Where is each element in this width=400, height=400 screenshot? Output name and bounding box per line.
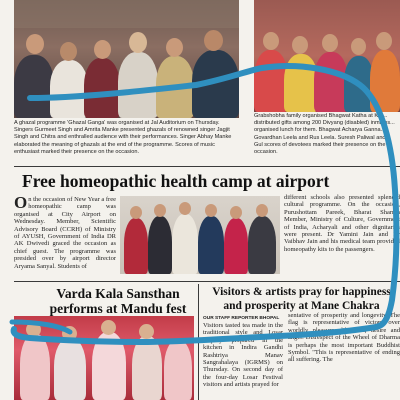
camp-body-text-1: n the occasion of New Year a free homeopathic camp was organised at City Airport on Wednesday. Member, Scientific Advisory Board (CCRH) of Ministry of AYUSH, Government of India DR AK Dwivedi graced the occasion as chief guest. The programme was presided over by airport director Aryama Sanyal. Students of <box>14 196 116 270</box>
camp-headline: Free homeopathic health camp at airport <box>22 171 330 191</box>
camp-body-column-1 <box>14 196 116 278</box>
visitors-body-column-2: sentative of prosperity and longevity. The flag is representative of victory over worldly pleasures like lust, desire and anger. Disrespect of the Wheel of Dharma is perhaps the most important Buddhist Symbol. "This is representative of ending all suffering. The <box>288 312 400 364</box>
section-divider-2 <box>14 281 400 282</box>
devotees-caption: Grabshobha family organised Bhagwat Katha at Kor... distributed gifts among 200 Divyang (disabled) inmates... organised lunch for them. Bhagwat Acharya Ganna... Govardhan Leela and Rus Leela. Suresh Paliwal and... Gul scores of devotees marked their presence on the occasion. <box>254 113 395 156</box>
concert-caption: A ghazal programme 'Ghazal Ganga' was organised at Jal Auditorium on Thursday. Singers Gurmeet Singh and Amrita Manke presented ghazals of renowned singer Jagjit Singh and Chitra and enthralled audience with their performances. Singer Abhay Manke elaborated the meaning of ghazals at the end of the programme. Scores of music enthusiast marked their presence on the occasion. <box>14 120 232 155</box>
camp-photo <box>120 196 280 274</box>
visitors-body-column-1: Visitors tasted tea made in the traditional style and Losar Kapsey' prepared in the kitchen in Indira Gandhi Rashtriya Manav Sangrahalaya (IGRMS) on Thursday. On second day of the four-day Losar Festival visitors and artists prayed for <box>203 322 283 389</box>
devotees-photo <box>254 0 400 112</box>
mandu-photo <box>14 316 194 400</box>
visitors-byline: OUR STAFF REPORTER BHOPAL <box>203 316 280 321</box>
varda-headline: Varda Kala Sansthan performs at Mandu fest <box>49 286 187 316</box>
concert-photo <box>14 0 239 118</box>
camp-dropcap: O <box>14 196 28 212</box>
camp-body-column-2: different schools also presented splendid cultural programme. On the occasion, Purushottam Pareek, Bharat Sharma Member, Ministry of Culture, Government of India, Acharyali and other dignitaries were present. Dr Yamini Jain and Dr Vaibhav Jain and his medical team provided homeopathy kits to the passengers. <box>284 194 400 253</box>
section-divider <box>14 166 400 167</box>
visitors-headline: Visitors & artists pray for happiness and prosperity at Mane Chakra <box>212 286 391 312</box>
